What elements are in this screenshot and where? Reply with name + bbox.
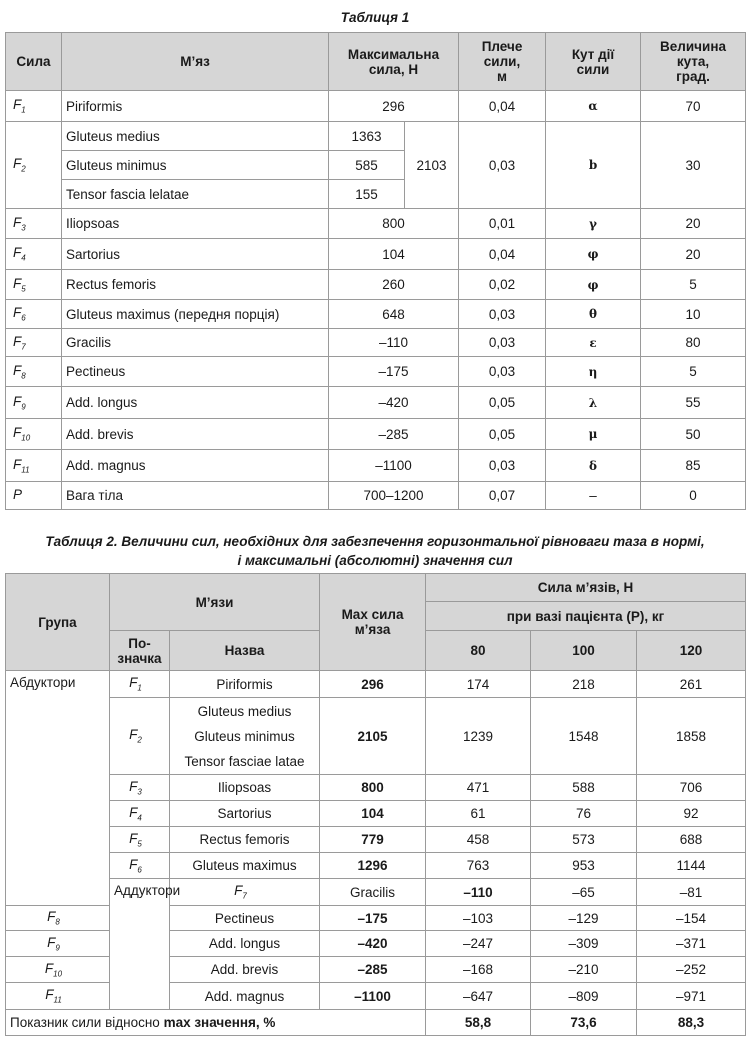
max-force: 800 <box>320 775 426 801</box>
header-weight: при вазі пацієнта (P), кг <box>426 602 746 631</box>
header-weight-80: 80 <box>426 631 531 671</box>
angle-degrees: 10 <box>641 300 746 329</box>
muscle-name: Gluteus maximus (передня порція) <box>62 300 329 329</box>
force-symbol: $F_7$ <box>6 329 62 357</box>
muscle-name: Add. magnus <box>170 983 320 1010</box>
table-row <box>6 671 746 698</box>
force-100: 1548 <box>531 698 637 775</box>
force-120: –371 <box>637 931 746 957</box>
max-force: –110 <box>426 879 531 906</box>
angle-symbol: γ <box>546 209 641 239</box>
max-force: –420 <box>320 931 426 957</box>
force-arm: 0,03 <box>459 300 546 329</box>
group-abductors: Абдуктори <box>6 671 110 906</box>
max-force-total: 2103 <box>405 122 459 209</box>
max-force: 779 <box>320 827 426 853</box>
header-force: Сила <box>6 33 62 91</box>
force-80: 763 <box>426 853 531 879</box>
force-arm: 0,04 <box>459 91 546 122</box>
force-symbol: P <box>6 482 62 510</box>
table-row <box>6 209 746 239</box>
max-force: 296 <box>320 671 426 698</box>
header-angle-size: Величина кута, град. <box>641 33 746 91</box>
header-weight-120: 120 <box>637 631 746 671</box>
force-symbol: $F_6$ <box>6 300 62 329</box>
angle-degrees: 20 <box>641 239 746 270</box>
force-100: 588 <box>531 775 637 801</box>
force-symbol: $F_9$ <box>6 387 62 419</box>
angle-degrees: 70 <box>641 91 746 122</box>
force-symbol: $F_{11}$ <box>6 983 110 1010</box>
force-100: –809 <box>531 983 637 1010</box>
max-force: 648 <box>329 300 459 329</box>
header-force: Сила м’язів, Н <box>426 574 746 602</box>
muscle-name: Gluteus medius <box>170 698 320 725</box>
force-symbol: $F_5$ <box>6 270 62 300</box>
muscle-name: Piriformis <box>62 91 329 122</box>
muscle-name: Add. brevis <box>170 957 320 983</box>
header-muscle: М’яз <box>62 33 329 91</box>
muscle-name: Sartorius <box>170 801 320 827</box>
footer-80: 58,8 <box>426 1010 531 1036</box>
force-symbol: $F_8$ <box>6 906 110 931</box>
angle-degrees: 85 <box>641 450 746 482</box>
table-row <box>6 827 746 853</box>
footer-label: Показник сили відносно max значення, % <box>6 1010 426 1036</box>
force-arm: 0,04 <box>459 239 546 270</box>
force-120: 1144 <box>637 853 746 879</box>
force-arm: 0,03 <box>459 450 546 482</box>
force-symbol: $F_6$ <box>110 853 170 879</box>
angle-symbol: α <box>546 91 641 122</box>
max-force: –175 <box>329 357 459 387</box>
force-symbol: $F_1$ <box>6 91 62 122</box>
angle-degrees: 0 <box>641 482 746 510</box>
force-arm: 0,03 <box>459 329 546 357</box>
force-symbol: $F_2$ <box>110 698 170 775</box>
force-80: 174 <box>426 671 531 698</box>
force-100: –129 <box>531 906 637 931</box>
force-80: 1239 <box>426 698 531 775</box>
force-80: 471 <box>426 775 531 801</box>
table-row <box>6 482 746 510</box>
table-row <box>6 357 746 387</box>
angle-degrees: 30 <box>641 122 746 209</box>
max-force: 800 <box>329 209 459 239</box>
group-adductors: Аддуктори <box>110 879 170 1010</box>
max-force: 1296 <box>320 853 426 879</box>
angle-symbol: φ <box>546 239 641 270</box>
force-120: –252 <box>637 957 746 983</box>
max-force: –1100 <box>320 983 426 1010</box>
force-symbol: $F_7$ <box>170 879 320 906</box>
header-designation: По- значка <box>110 631 170 671</box>
angle-symbol: θ <box>546 300 641 329</box>
max-force: 2105 <box>320 698 426 775</box>
angle-symbol: φ <box>546 270 641 300</box>
table-row <box>6 450 746 482</box>
muscle-name: Rectus femoris <box>170 827 320 853</box>
muscle-name: Tensor fasciae latae <box>170 749 320 775</box>
force-120: 92 <box>637 801 746 827</box>
max-force: 104 <box>320 801 426 827</box>
header-weight-100: 100 <box>531 631 637 671</box>
table1-header-row <box>6 33 746 91</box>
angle-degrees: 5 <box>641 357 746 387</box>
angle-degrees: 55 <box>641 387 746 419</box>
table-row <box>6 387 746 419</box>
muscle-name: Gluteus maximus <box>170 853 320 879</box>
force-symbol: $F_9$ <box>6 931 110 957</box>
muscle-name: Sartorius <box>62 239 329 270</box>
muscle-name: Add. magnus <box>62 450 329 482</box>
max-force: –285 <box>320 957 426 983</box>
muscle-name: Tensor fascia lelatae <box>62 180 329 209</box>
force-symbol: $F_5$ <box>110 827 170 853</box>
angle-degrees: 80 <box>641 329 746 357</box>
force-symbol: $F_1$ <box>110 671 170 698</box>
muscle-name: Add. longus <box>62 387 329 419</box>
max-force: 585 <box>329 151 405 180</box>
angle-degrees: 20 <box>641 209 746 239</box>
force-80: 458 <box>426 827 531 853</box>
force-80: –647 <box>426 983 531 1010</box>
max-force: –110 <box>329 329 459 357</box>
force-100: –309 <box>531 931 637 957</box>
max-force: 296 <box>329 91 459 122</box>
force-arm: 0,02 <box>459 270 546 300</box>
angle-symbol: ε <box>546 329 641 357</box>
table-row <box>6 698 746 725</box>
force-100: 573 <box>531 827 637 853</box>
table-row <box>6 239 746 270</box>
muscle-name: Gluteus medius <box>62 122 329 151</box>
muscle-name: Pectineus <box>62 357 329 387</box>
header-angle: Кут дії сили <box>546 33 641 91</box>
force-symbol: $F_2$ <box>6 122 62 209</box>
table-row <box>6 419 746 450</box>
muscle-name: Piriformis <box>170 671 320 698</box>
max-force: 700–1200 <box>329 482 459 510</box>
max-force: –420 <box>329 387 459 419</box>
force-symbol: $F_4$ <box>6 239 62 270</box>
force-80: –168 <box>426 957 531 983</box>
header-group: Група <box>6 574 110 671</box>
force-arm: 0,07 <box>459 482 546 510</box>
force-arm: 0,05 <box>459 387 546 419</box>
angle-symbol: b <box>546 122 641 209</box>
force-120: 706 <box>637 775 746 801</box>
table2 <box>5 573 746 1036</box>
force-100: 953 <box>531 853 637 879</box>
footer-100: 73,6 <box>531 1010 637 1036</box>
angle-degrees: 50 <box>641 419 746 450</box>
muscle-name: Gracilis <box>320 879 426 906</box>
table-row <box>6 122 746 151</box>
force-120: –971 <box>637 983 746 1010</box>
table-row <box>6 91 746 122</box>
force-100: –81 <box>637 879 746 906</box>
force-120: –154 <box>637 906 746 931</box>
angle-symbol: – <box>546 482 641 510</box>
angle-symbol: δ <box>546 450 641 482</box>
force-arm: 0,03 <box>459 357 546 387</box>
muscle-name: Iliopsoas <box>170 775 320 801</box>
force-120: 1858 <box>637 698 746 775</box>
max-force: –175 <box>320 906 426 931</box>
muscle-name: Rectus femoris <box>62 270 329 300</box>
max-force: –1100 <box>329 450 459 482</box>
force-120: 688 <box>637 827 746 853</box>
force-100: 76 <box>531 801 637 827</box>
muscle-name: Pectineus <box>170 906 320 931</box>
table2-header-row <box>6 574 746 602</box>
force-80: –103 <box>426 906 531 931</box>
table2-footer-row <box>6 1010 746 1036</box>
muscle-name: Gluteus minimus <box>170 725 320 749</box>
force-symbol: $F_4$ <box>110 801 170 827</box>
max-force: –285 <box>329 419 459 450</box>
force-symbol: $F_3$ <box>110 775 170 801</box>
table1-caption: Таблиця 1 <box>340 10 410 25</box>
force-arm: 0,03 <box>459 122 546 209</box>
table-row <box>6 300 746 329</box>
force-symbol: $F_{10}$ <box>6 957 110 983</box>
force-symbol: $F_{10}$ <box>6 419 62 450</box>
muscle-name: Add. longus <box>170 931 320 957</box>
table1 <box>5 32 746 510</box>
force-80: –247 <box>426 931 531 957</box>
angle-symbol: η <box>546 357 641 387</box>
header-max: Max сила м’яза <box>320 574 426 671</box>
force-120: 261 <box>637 671 746 698</box>
max-force: 104 <box>329 239 459 270</box>
muscle-name: Add. brevis <box>62 419 329 450</box>
table-row <box>6 329 746 357</box>
angle-degrees: 5 <box>641 270 746 300</box>
force-arm: 0,01 <box>459 209 546 239</box>
force-100: 218 <box>531 671 637 698</box>
force-symbol: $F_3$ <box>6 209 62 239</box>
table-row <box>6 270 746 300</box>
table-row <box>6 853 746 879</box>
header-arm: Плече сили, м <box>459 33 546 91</box>
header-muscles: М’язи <box>110 574 320 631</box>
angle-symbol: μ <box>546 419 641 450</box>
header-name: Назва <box>170 631 320 671</box>
header-max-force: Максимальна сила, Н <box>329 33 459 91</box>
table-row <box>6 879 746 906</box>
max-force: 260 <box>329 270 459 300</box>
muscle-name: Gracilis <box>62 329 329 357</box>
force-arm: 0,05 <box>459 419 546 450</box>
table-row <box>6 775 746 801</box>
max-force: 155 <box>329 180 405 209</box>
table2-caption: Таблиця 2. Величини сил, необхідних для забезпечення горизонтальної рівноваги таза в нормі, і максимальні (абсолютні) значення сил <box>45 534 705 568</box>
angle-symbol: λ <box>546 387 641 419</box>
muscle-name: Вага тіла <box>62 482 329 510</box>
force-100: –210 <box>531 957 637 983</box>
max-force: 1363 <box>329 122 405 151</box>
footer-120: 88,3 <box>637 1010 746 1036</box>
force-80: –65 <box>531 879 637 906</box>
force-80: 61 <box>426 801 531 827</box>
muscle-name: Gluteus minimus <box>62 151 329 180</box>
force-symbol: $F_8$ <box>6 357 62 387</box>
muscle-name: Iliopsoas <box>62 209 329 239</box>
force-symbol: $F_{11}$ <box>6 450 62 482</box>
table-row <box>6 801 746 827</box>
